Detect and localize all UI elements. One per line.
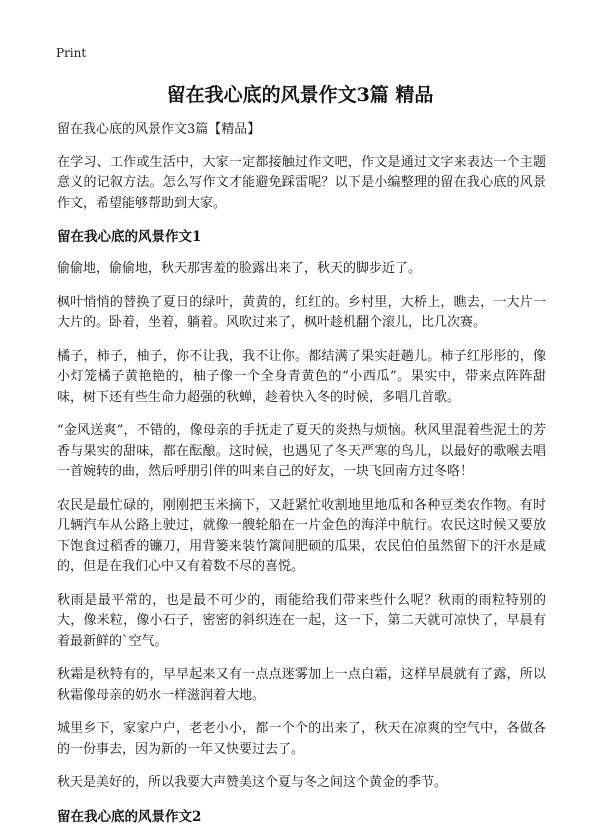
paragraph: 秋雨是最平常的，也是最不可少的，雨能给我们带来些什么呢？秋雨的雨粒特别的大，像米粒，像小石子，密密的斜织连在一起，这一下，第二天就可凉快了，早晨有着最新鲜的`空气。: [57, 592, 546, 649]
document-title: 留在我心底的风景作文3篇 精品: [166, 84, 434, 106]
paragraph: “金风送爽”，不错的，像母亲的手抚走了夏天的炎热与烦恼。秋风里混着些泥土的芳香与果实的甜味，都在酝酿。这时候，也遇见了冬天严寒的鸟儿，以最好的歌喉去唱一首婉转的曲，然后呼朋引伴的叫来自己的好友，一块飞回南方过冬咯！: [57, 423, 546, 479]
document-subtitle: 留在我心底的风景作文3篇【精品】: [57, 122, 261, 137]
paragraph: 橘子，柿子，柚子，你不让我，我不让你。都结满了果实赶趟儿。柿子红彤彤的，像小灯笼橘子黄艳艳的，柚子像一个全身青黄色的“小西瓜”。果实中，带来点阵阵甜味，树下还有些生命力超强的秋蝉，趁着快入冬的时候，多唱几首歌。: [57, 348, 546, 405]
paragraph: 秋天是美好的，所以我要大声赞美这个夏与冬之间这个黄金的季节。: [57, 775, 448, 790]
paragraph: 枫叶悄悄的替换了夏日的绿叶，黄黄的，红红的。乡村里，大桥上，瞧去，一大片一大片的。卧着，坐着，躺着。风吹过来了，枫叶趁机翻个滚儿，比几次赛。: [57, 294, 546, 330]
print-label: Print: [56, 46, 87, 60]
paragraph: 偷偷地，偷偷地，秋天那害羞的脸露出来了，秋天的脚步近了。: [57, 261, 422, 276]
section-heading-2: 留在我心底的风景作文2: [57, 808, 202, 825]
paragraph: 农民是最忙碌的，刚刚把玉米摘下，又赶紧忙收割地里地瓜和各种豆类农作物。有时几辆汽车从公路上驶过，就像一艘轮船在一片金色的海洋中航行。农民这时候又要放下饱食过稻香的镰刀，用背篓来装竹篱间肥硕的瓜果，农民伯伯虽然留下的汗水是咸的，但是在我们心中又有着数不尽的喜悦。: [57, 497, 546, 574]
paragraph: 秋霜是秋特有的，早早起来又有一点点迷雾加上一点白霜，这样早晨就有了露，所以秋霜像母亲的奶水一样滋润着大地。: [57, 667, 546, 703]
section-heading-1: 留在我心底的风景作文1: [57, 229, 202, 245]
intro-paragraph: 在学习、工作或生活中，大家一定都接触过作文吧，作文是通过文字来表达一个主题意义的记叙方法。怎么写作文才能避免踩雷呢？以下是小编整理的留在我心底的风景作文，希望能够帮助到大家。: [57, 154, 546, 211]
document-body: [57, 120, 546, 839]
paragraph: 城里乡下，家家户户，老老小小，都一个个的出来了，秋天在凉爽的空气中，各做各的一份事去，因为新的一年又快要过去了。: [57, 721, 546, 757]
